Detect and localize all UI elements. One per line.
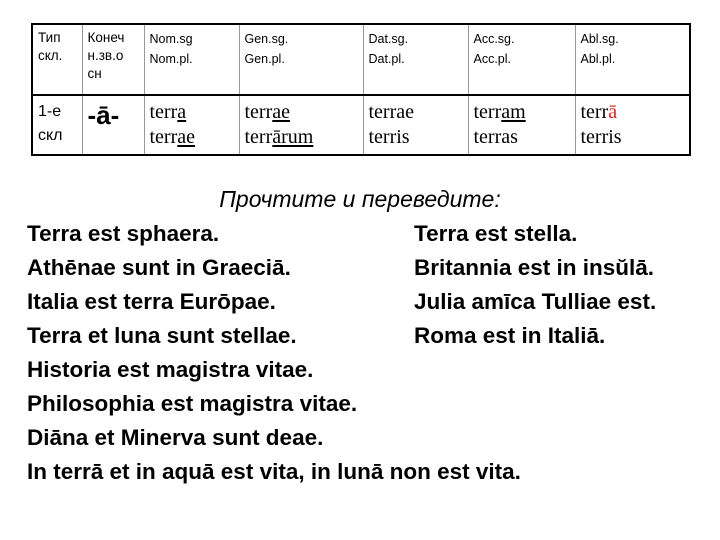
sentence-row — [27, 219, 578, 249]
sentence: Julia amīca Tulliae est. — [414, 289, 657, 314]
sentence-row — [27, 253, 655, 283]
highlighted-ending: ā — [608, 101, 618, 123]
sentence: In terrā et in aquā est vita, in lunā non est vita. — [27, 459, 521, 484]
sentence: Diāna et Minerva sunt deae. — [27, 425, 324, 450]
sentence: Athēnae sunt in Graeciā. — [27, 255, 291, 280]
sentence: Terra et luna sunt stellae. — [27, 323, 297, 348]
cell-dative: terrae terris — [363, 95, 468, 155]
sentence-row — [27, 321, 606, 351]
sentence: Philosophia est magistra vitae. — [27, 391, 358, 416]
sentence-row — [27, 287, 657, 317]
table-row-first-declension — [32, 95, 690, 155]
header-genitive: Gen.sg. Gen.pl. — [239, 24, 363, 95]
table-header-row — [32, 24, 690, 95]
sentence: Terra est stella. — [414, 221, 578, 246]
sentence: Italia est terra Eurōpae. — [27, 289, 276, 314]
header-type: Тип скл. — [38, 30, 63, 63]
cell-genitive: terrae terrārum — [239, 95, 363, 155]
exercise-title: Прочтите и переведите: — [219, 186, 501, 212]
declension-table — [31, 23, 691, 156]
cell-accusative: terram terras — [468, 95, 575, 155]
sentence: Roma est in Italiā. — [414, 323, 606, 348]
header-dative: Dat.sg. Dat.pl. — [363, 24, 468, 95]
header-accusative: Acc.sg. Acc.pl. — [468, 24, 575, 95]
cell-ablative: terrā terris — [575, 95, 690, 155]
sentence: Britannia est in insŭlā. — [414, 255, 655, 280]
header-ending: Конеч н.зв.о сн — [82, 24, 144, 95]
sentence: Terra est sphaera. — [27, 221, 220, 246]
cell-stem-ending: -ā- — [82, 95, 144, 155]
header-ablative: Abl.sg. Abl.pl. — [575, 24, 690, 95]
sentence: Historia est magistra vitae. — [27, 357, 314, 382]
header-nominative: Nom.sg Nom.pl. — [144, 24, 239, 95]
cell-declension-type: 1-е скл — [32, 95, 82, 155]
cell-nominative: terra terrae — [144, 95, 239, 155]
